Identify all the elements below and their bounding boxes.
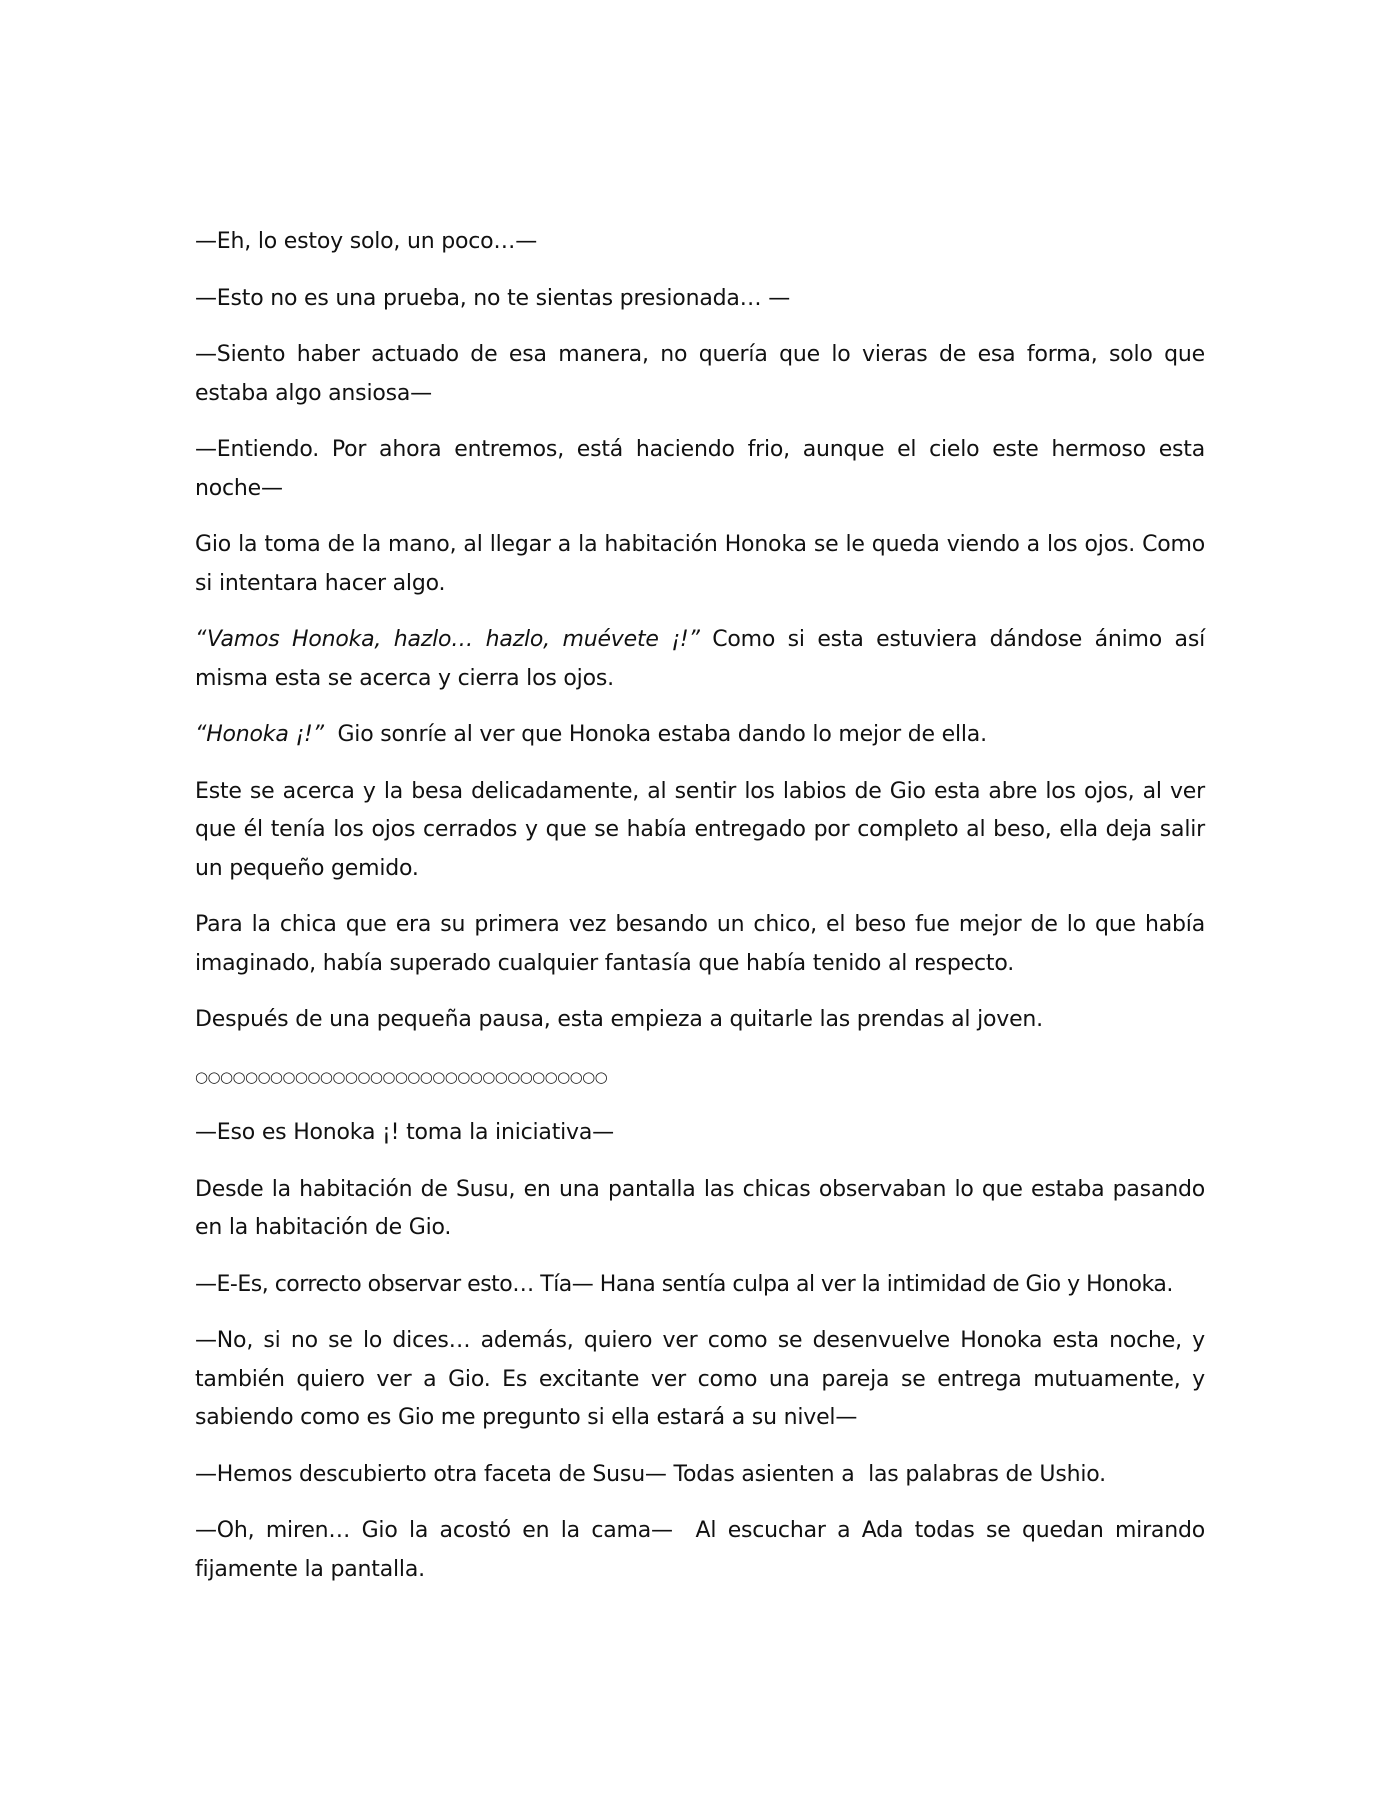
paragraph-15: —Hemos descubierto otra faceta de Susu— Todas asienten a las palabras de Ushio. — [195, 1461, 1106, 1487]
paragraph-9: Para la chica que era su primera vez besando un chico, el beso fue mejor de lo que había imaginado, había superado cualquier fantasía que había tenido al respecto. — [195, 912, 1205, 976]
paragraph-16: —Oh, miren… Gio la acostó en la cama— Al escuchar a Ada todas se quedan mirando fijamente la pantalla. — [195, 1518, 1212, 1582]
paragraph-12: Desde la habitación de Susu, en una pantalla las chicas observaban lo que estaba pasando en la habitación de Gio. — [195, 1176, 1205, 1240]
paragraph-10: Después de una pequeña pausa, esta empieza a quitarle las prendas al joven. — [195, 1007, 1043, 1032]
italic-thought: “Vamos Honoka, hazlo… hazlo, muévete ¡!” — [195, 627, 700, 652]
italic-thought: “Honoka ¡!” — [195, 722, 324, 747]
document-page — [195, 223, 1212, 1607]
paragraph-6 — [195, 621, 1205, 698]
paragraph-7 — [195, 716, 1205, 755]
paragraph-2: —Esto no es una prueba, no te sientas presionada… — — [195, 285, 791, 311]
paragraph-3: —Siento haber actuado de esa manera, no quería que lo vieras de esa forma, solo que estaba algo ansiosa— — [195, 342, 1205, 406]
paragraph-6-text: Como si esta estuviera dándose ánimo así misma esta se acerca y cierra los ojos. — [195, 627, 1205, 691]
paragraph-5: Gio la toma de la mano, al llegar a la habitación Honoka se le queda viendo a los ojos. Como si intentara hacer algo. — [195, 532, 1205, 596]
paragraph-11: —Eso es Honoka ¡! toma la iniciativa— — [195, 1120, 614, 1145]
paragraph-4: —Entiendo. Por ahora entremos, está haciendo frio, aunque el cielo este hermoso esta noche— — [195, 437, 1205, 501]
paragraph-14: —No, si no se lo dices… además, quiero ver como se desenvuelve Honoka esta noche, y también quiero ver a Gio. Es excitante ver como una pareja se entrega mutuamente, y sabiendo como es Gio me pregunto si ella estará a su nivel— — [195, 1328, 1205, 1430]
paragraph-7-text: Gio sonríe al ver que Honoka estaba dando lo mejor de ella. — [323, 722, 987, 747]
paragraph-13: —E-Es, correcto observar esto… Tía— Hana sentía culpa al ver la intimidad de Gio y Honoka. — [195, 1271, 1173, 1297]
scene-divider: ○○○○○○○○○○○○○○○○○○○○○○○○○○○○○○○○○ — [195, 1067, 608, 1086]
paragraph-8: Este se acerca y la besa delicadamente, al sentir los labios de Gio esta abre los ojos, al ver que él tenía los ojos cerrados y que se había entregado por completo al beso, ella deja salir un pequeño gemido. — [195, 778, 1205, 881]
paragraph-1: —Eh, lo estoy solo, un poco…— — [195, 229, 538, 254]
